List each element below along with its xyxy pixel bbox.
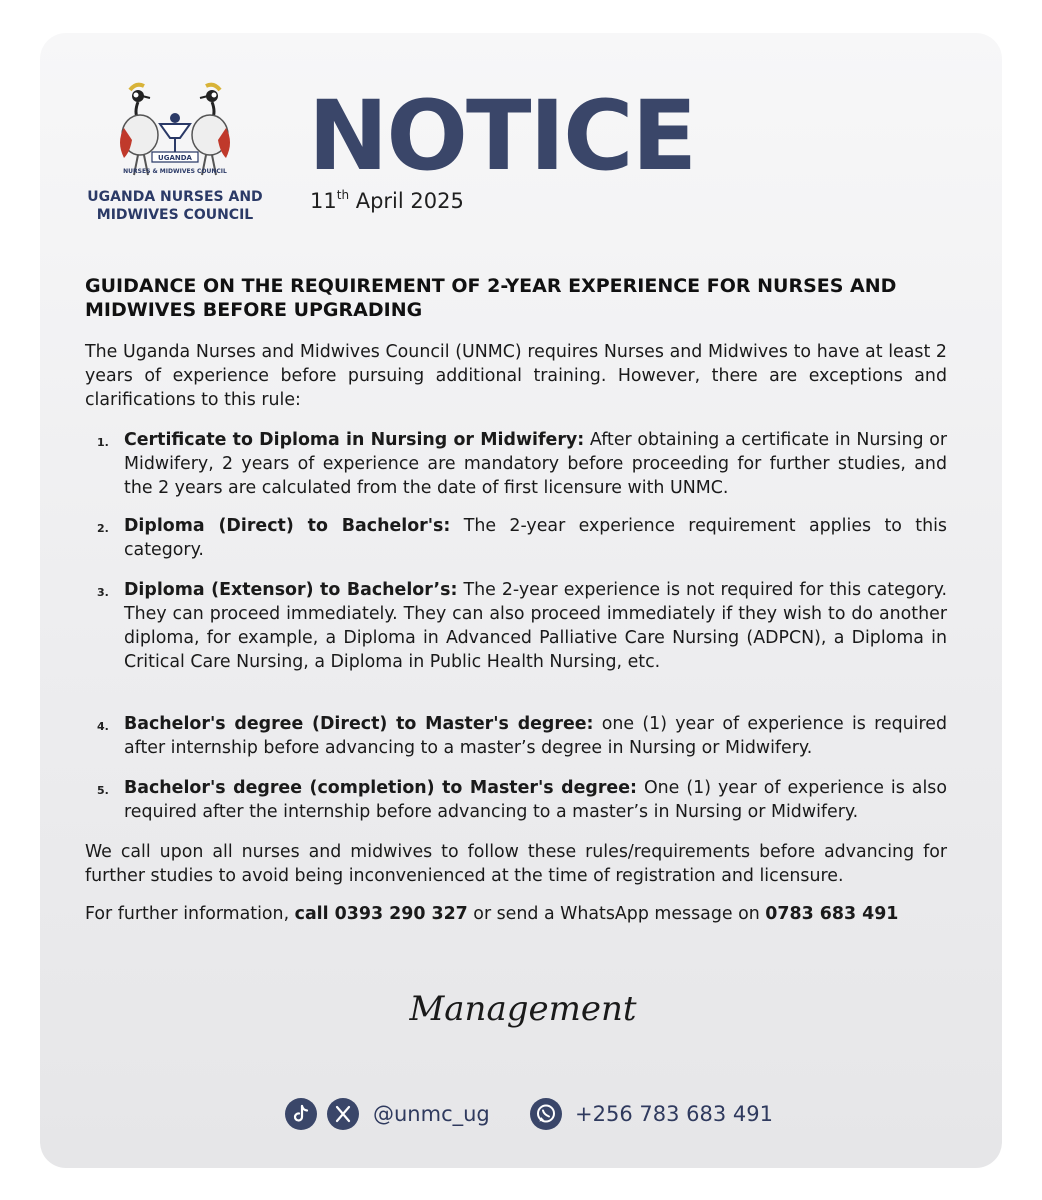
notice-date [310, 188, 464, 213]
list-item-text: one (1) year of experience is required after internship before advancing to a master’s degree in Nursing or Midwifery. [124, 714, 947, 758]
guidance-heading: GUIDANCE ON THE REQUIREMENT OF 2-YEAR EXPERIENCE FOR NURSES AND MIDWIVES BEFORE UPGRADING [85, 275, 897, 321]
whatsapp-number[interactable]: 0783 683 491 [765, 904, 899, 924]
contact-line [85, 902, 965, 926]
org-name: UGANDA NURSES AND MIDWIVES COUNCIL [87, 189, 263, 223]
contact-prefix: For further information, [85, 904, 295, 924]
list-item [85, 428, 947, 500]
list-item [85, 578, 947, 674]
council-crest-icon [108, 80, 242, 180]
list-item-title: Bachelor's degree (completion) to Master's degree: [124, 778, 637, 798]
date-month-year: April 2025 [349, 189, 464, 213]
page-title: NOTICE [308, 80, 696, 192]
list-item-text: After obtaining a certificate in Nursing or Midwifery, 2 years of experience are mandatory before proceeding for further studies, and the 2 years are calculated from the date of first licensure with UNMC. [124, 430, 948, 498]
x-icon[interactable] [327, 1098, 359, 1130]
contact-middle: or send a WhatsApp message on [467, 904, 766, 924]
list-number: 1. [97, 436, 109, 449]
list-item-title: Diploma (Direct) to Bachelor's: [124, 516, 451, 536]
call-number[interactable]: call 0393 290 327 [294, 904, 468, 924]
whatsapp-icon[interactable] [530, 1098, 562, 1130]
list-item [85, 712, 947, 760]
list-number: 3. [97, 586, 109, 599]
tiktok-icon[interactable] [285, 1098, 317, 1130]
list-number: 5. [97, 784, 109, 797]
list-item [85, 776, 947, 824]
list-item [85, 514, 947, 562]
closing-paragraph: We call upon all nurses and midwives to follow these rules/requirements before advancing for further studies to avoid being inconvenienced at the time of registration and licensure. [85, 842, 947, 886]
list-item-title: Certificate to Diploma in Nursing or Midwifery: [124, 430, 585, 450]
list-item-title: Diploma (Extensor) to Bachelor’s: [124, 580, 458, 600]
signature-text: Management [409, 989, 637, 1029]
list-number: 4. [97, 720, 109, 733]
list-item-text: The 2-year experience requirement applies to this category. [124, 516, 947, 560]
list-number: 2. [97, 522, 109, 535]
list-item-text: The 2-year experience is not required for this category. They can proceed immediately. They can also proceed immediately if they wish to do another diploma, for example, a Diploma in Advanced Palliative Care Nursing (ADPCN), a Diploma in Critical Care Nursing, a Diploma in Public Health Nursing, etc. [124, 580, 947, 672]
date-suffix: th [336, 188, 350, 202]
footer-phone[interactable]: +256 783 683 491 [575, 1102, 773, 1126]
crest-subtitle-text: NURSES & MIDWIVES COUNCIL [123, 168, 227, 175]
footer-social [285, 1098, 785, 1130]
social-handle[interactable]: @unmc_ug [373, 1102, 490, 1126]
list-item-title: Bachelor's degree (Direct) to Master's degree: [124, 714, 594, 734]
list-item-text: One (1) year of experience is also required after the internship before advancing to a master’s in Nursing or Midwifery. [124, 778, 947, 822]
crest-banner-text: UGANDA [158, 154, 192, 162]
management-signature [409, 980, 637, 1040]
council-logo [70, 80, 280, 230]
intro-paragraph: The Uganda Nurses and Midwives Council (UNMC) requires Nurses and Midwives to have at least 2 years of experience before pursuing additional training. However, there are exceptions and clarifications to this rule: [85, 342, 947, 410]
date-day: 11 [310, 189, 337, 213]
